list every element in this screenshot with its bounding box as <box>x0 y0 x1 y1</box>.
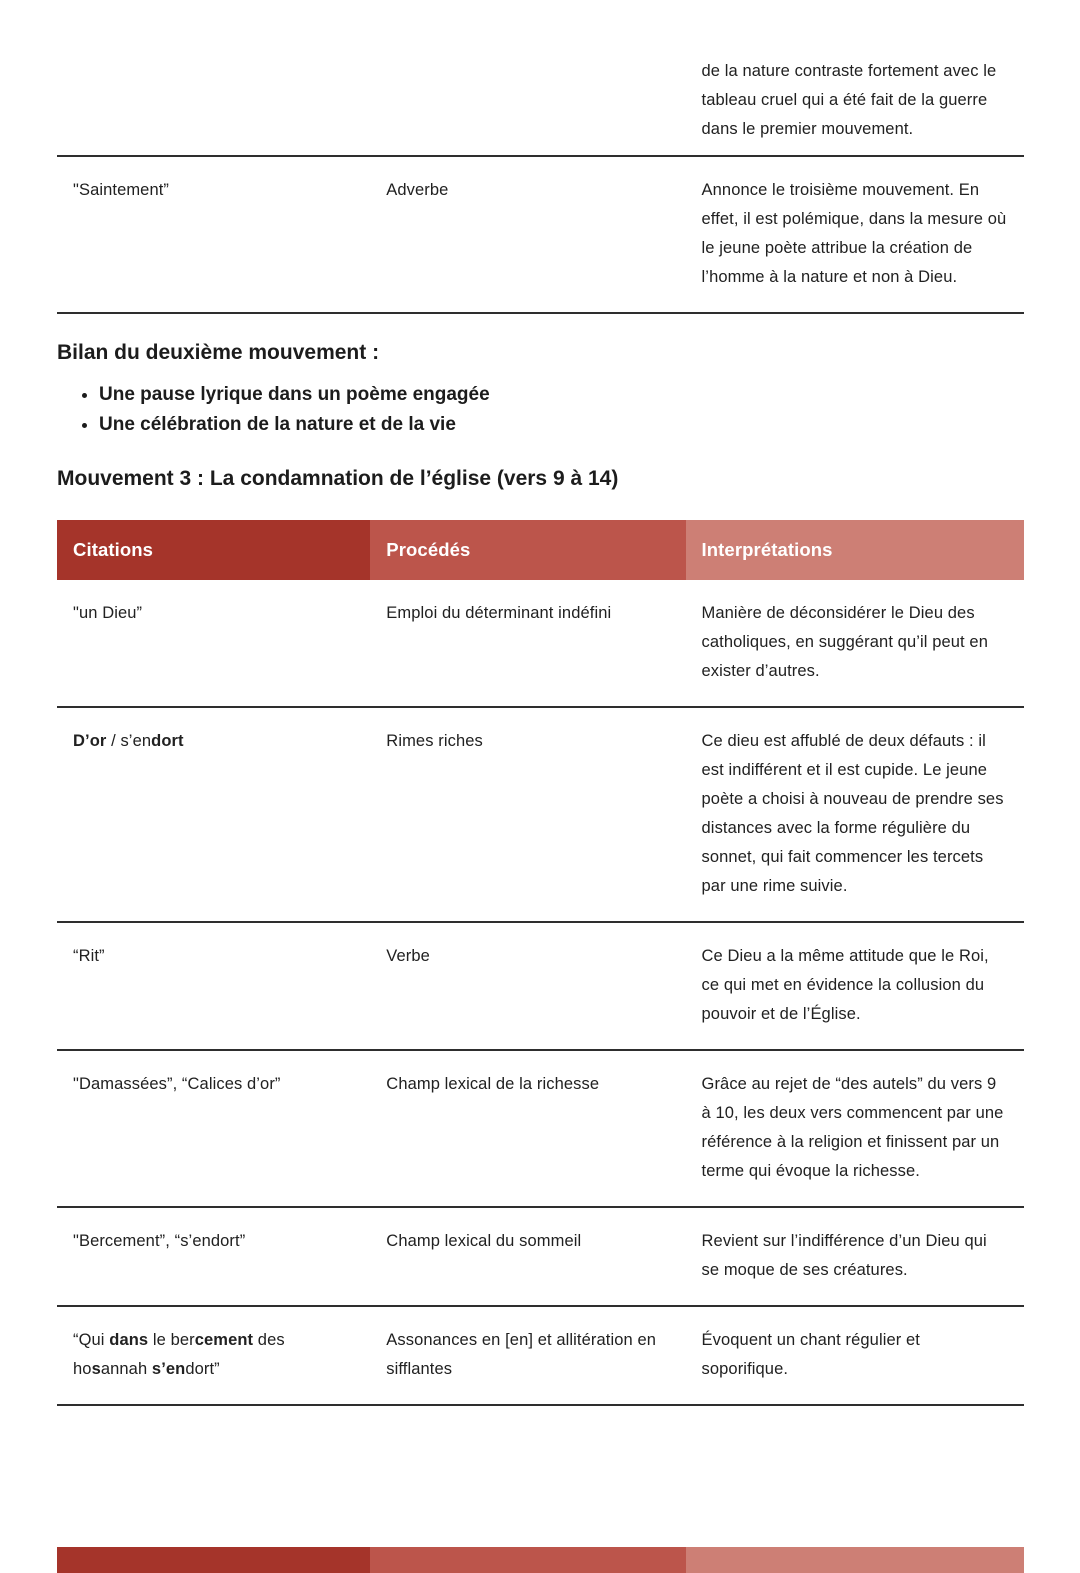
header-cell-procedes: Procédés <box>370 520 685 580</box>
procede-text: Champ lexical de la richesse <box>386 1075 600 1093</box>
interpretation-cell <box>686 1307 1024 1404</box>
analysis-table-movement3 <box>57 520 1024 1406</box>
interpretation-text: Manière de déconsidérer le Dieu des catholiques, en suggérant qu’il peut en exister d’autres. <box>701 604 988 680</box>
table-row <box>57 1307 1024 1406</box>
citation-text: dans <box>109 1331 149 1349</box>
citation-text: / s’en <box>106 732 152 750</box>
interpretation-text: Évoquent un chant régulier et soporifique. <box>701 1331 920 1378</box>
table-row <box>57 708 1024 923</box>
interpretation-text: Grâce au rejet de “des autels” du vers 9 à 10, les deux vers commencent par une référence à la religion et finissent par un terme qui évoque la richesse. <box>701 1075 1004 1180</box>
interpretation-text: de la nature contraste fortement avec le tableau cruel qui a été fait de la guerre dans le premier mouvement. <box>701 62 997 138</box>
citation-text: le ber <box>148 1331 195 1349</box>
citation-cell <box>57 1051 370 1206</box>
procede-cell <box>370 1307 685 1404</box>
citation-text: cement <box>194 1331 254 1349</box>
citation-cell <box>57 1208 370 1305</box>
interpretation-text: Annonce le troisième mouvement. En effet, il est polémique, dans la mesure où le jeune poète attribue la création de l’homme à la nature et non à Dieu. <box>701 181 1007 286</box>
procede-text: Champ lexical du sommeil <box>386 1232 582 1250</box>
citation-text: D’or <box>73 732 107 750</box>
interpretation-text: Ce Dieu a la même attitude que le Roi, ce qui met en évidence la collusion du pouvoir et de l’Église. <box>701 947 989 1023</box>
table-row <box>57 157 1024 314</box>
interpretation-cell <box>686 0 1024 155</box>
interpretation-cell <box>686 1051 1024 1206</box>
citation-text: dort” <box>185 1360 220 1378</box>
citation-cell <box>57 580 370 706</box>
citation-cell <box>57 708 370 921</box>
table-row <box>57 580 1024 708</box>
citation-text: "Damassées”, “Calices d’or” <box>73 1075 281 1093</box>
list-item: • Une célébration de la nature et de la vie <box>99 410 1024 440</box>
procede-cell <box>370 580 685 706</box>
citation-text: des ho <box>73 1331 285 1378</box>
table-header-row <box>57 520 1024 580</box>
citation-text: "Bercement”, “s’endort” <box>73 1232 246 1250</box>
interpretation-cell <box>686 580 1024 706</box>
citation-cell <box>57 0 370 155</box>
procede-text: Verbe <box>386 947 430 965</box>
procede-cell <box>370 0 685 155</box>
citation-text: "un Dieu” <box>73 604 143 622</box>
next-page-table-header-cutoff <box>57 1547 1024 1573</box>
analysis-table-movement2 <box>57 0 1024 314</box>
interpretation-cell <box>686 708 1024 921</box>
interpretation-cell <box>686 1208 1024 1305</box>
interpretation-text: Revient sur l’indifférence d’un Dieu qui se moque de ses créatures. <box>701 1232 987 1279</box>
interpretation-cell <box>686 157 1024 312</box>
table-row <box>57 923 1024 1051</box>
citation-text: "Saintement” <box>73 181 170 199</box>
table-row <box>57 1208 1024 1307</box>
table-row <box>57 0 1024 157</box>
spacer <box>57 492 1024 520</box>
citation-cell <box>57 923 370 1049</box>
procede-text: Adverbe <box>386 181 449 199</box>
procede-cell <box>370 708 685 921</box>
movement3-heading: Mouvement 3 : La condamnation de l’église (vers 9 à 14) <box>57 467 619 490</box>
interpretation-cell <box>686 923 1024 1049</box>
list-item: • Une pause lyrique dans un poème engagée <box>99 380 1024 410</box>
citation-text: s’en <box>151 1360 186 1378</box>
citation-text: s <box>91 1360 101 1378</box>
citation-text: “Qui <box>73 1331 110 1349</box>
bilan-list <box>57 380 1024 440</box>
citation-text: annah <box>100 1360 152 1378</box>
procede-cell <box>370 1208 685 1305</box>
procede-cell <box>370 923 685 1049</box>
interpretation-text: Ce dieu est affublé de deux défauts : il est indifférent et il est cupide. Le jeune poète a choisi à nouveau de prendre ses distances avec la forme régulière du sonnet, qui fait commencer les tercets par une rime suivie. <box>701 732 1004 895</box>
table-row <box>57 1051 1024 1208</box>
procede-text: Emploi du déterminant indéfini <box>386 604 612 622</box>
header-cell-interpretations: Interprétations <box>686 520 1024 580</box>
citation-text: “Rit” <box>73 947 105 965</box>
citation-cell <box>57 157 370 312</box>
citation-cell <box>57 1307 370 1404</box>
header-cell-citations <box>57 1547 370 1573</box>
citation-text: dort <box>151 732 184 750</box>
procede-cell <box>370 1051 685 1206</box>
header-cell-interpretations <box>686 1547 1024 1573</box>
header-cell-procedes <box>370 1547 685 1573</box>
bilan-heading: Bilan du deuxième mouvement : <box>57 341 380 364</box>
header-cell-citations: Citations <box>57 520 370 580</box>
procede-text: Rimes riches <box>386 732 483 750</box>
procede-text: Assonances en [en] et allitération en sifflantes <box>386 1331 657 1378</box>
procede-cell <box>370 157 685 312</box>
